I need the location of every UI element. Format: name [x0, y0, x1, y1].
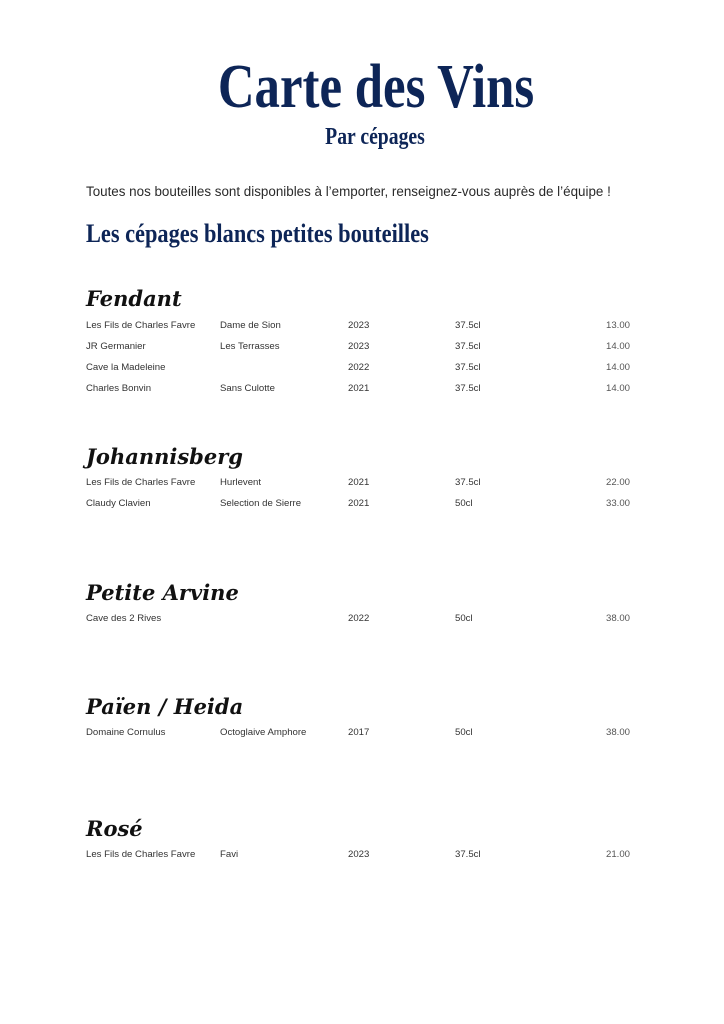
wine-producer: Charles Bonvin: [86, 383, 152, 394]
wine-year: 2017: [348, 727, 370, 738]
wine-price: 13.00: [605, 320, 630, 331]
section-heading: Les cépages blancs petites bouteilles: [86, 219, 429, 248]
wine-row: [0, 337, 724, 357]
wine-name: Sans Culotte: [220, 383, 275, 394]
wine-producer: Domaine Cornulus: [86, 727, 166, 738]
wine-row: [0, 494, 724, 514]
wine-producer: JR Germanier: [86, 341, 146, 352]
wine-producer: Cave la Madeleine: [86, 362, 166, 373]
wine-size: 50cl: [455, 498, 473, 509]
wine-price: 33.00: [605, 498, 630, 509]
wine-row: [0, 609, 724, 629]
wine-name: Octoglaive Amphore: [220, 727, 307, 738]
wine-producer: Cave des 2 Rives: [86, 613, 162, 624]
wine-year: 2022: [348, 362, 370, 373]
wine-row: [0, 379, 724, 399]
wine-row: [0, 473, 724, 493]
wine-size: 37.5cl: [455, 477, 481, 488]
wine-price: 14.00: [605, 383, 630, 394]
wine-year: 2023: [348, 320, 370, 331]
wine-producer: Les Fils de Charles Favre: [86, 320, 196, 331]
wine-name: Les Terrasses: [220, 341, 280, 352]
grape-name: Fendant: [86, 286, 182, 311]
wine-size: 37.5cl: [455, 341, 481, 352]
wine-name: Hurlevent: [220, 477, 262, 488]
wine-row: [0, 723, 724, 743]
wine-price: 22.00: [605, 477, 630, 488]
wine-price: 14.00: [605, 362, 630, 373]
grape-name: Rosé: [86, 816, 143, 841]
wine-size: 37.5cl: [455, 320, 481, 331]
wine-size: 50cl: [455, 613, 473, 624]
wine-year: 2022: [348, 613, 370, 624]
wine-price: 14.00: [605, 341, 630, 352]
wine-name: Dame de Sion: [220, 320, 281, 331]
wine-row: [0, 845, 724, 865]
wine-size: 50cl: [455, 727, 473, 738]
intro-text: Toutes nos bouteilles sont disponibles à l’emporter, renseignez-vous auprès de l’équipe !: [86, 184, 611, 199]
wine-price: 38.00: [605, 613, 630, 624]
wine-price: 38.00: [605, 727, 630, 738]
page-subtitle: Par cépages: [325, 124, 425, 150]
wine-size: 37.5cl: [455, 362, 481, 373]
wine-year: 2021: [348, 498, 370, 509]
wine-producer: Les Fils de Charles Favre: [86, 849, 196, 860]
wine-price: 21.00: [605, 849, 630, 860]
wine-row: [0, 316, 724, 336]
wine-year: 2021: [348, 383, 370, 394]
wine-name: Favi: [220, 849, 239, 860]
wine-year: 2023: [348, 341, 370, 352]
wine-row: [0, 358, 724, 378]
grape-name: Petite Arvine: [86, 580, 239, 605]
wine-producer: Claudy Clavien: [86, 498, 151, 509]
wine-year: 2021: [348, 477, 370, 488]
grape-name: Johannisberg: [86, 444, 243, 469]
page-title: Carte des Vins: [217, 53, 535, 121]
wine-name: Selection de Sierre: [220, 498, 302, 509]
grape-name: Païen / Heida: [86, 694, 244, 719]
wine-producer: Les Fils de Charles Favre: [86, 477, 196, 488]
wine-year: 2023: [348, 849, 370, 860]
wine-size: 37.5cl: [455, 383, 481, 394]
wine-size: 37.5cl: [455, 849, 481, 860]
